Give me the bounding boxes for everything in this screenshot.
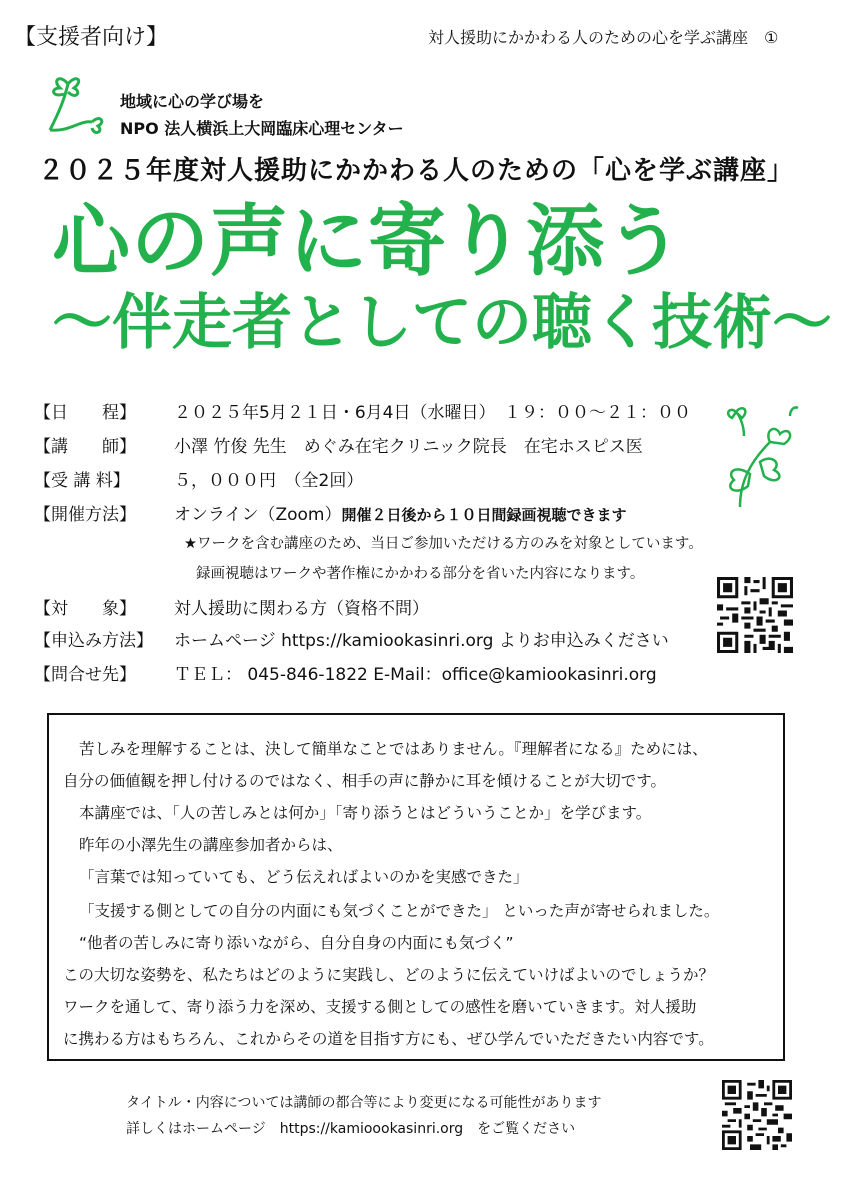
detail-fee — [34, 466, 363, 491]
contact-info[interactable]: ＴＥＬ： 045-846-1822 E-Mail：office@kamiookasinri.org — [174, 665, 657, 685]
main-subtitle: ～伴走者としての聴く技術～ — [52, 288, 832, 358]
detail-label: 【問合せ先】 — [34, 665, 136, 685]
main-title: 心の声に寄り添う — [52, 197, 685, 287]
detail-value-bold: 開催２日後から１０日間録画視聴できます — [341, 506, 627, 524]
body-line: 「言葉では知っていても、どう伝えればよいのかを実感できた」 — [79, 868, 529, 886]
body-line: この大切な姿勢を、私たちはどのように実践し、どのように伝えていけばよいのでしょうか？ — [63, 966, 715, 984]
sprout-icon — [700, 402, 810, 512]
organization-name: NPO 法人横浜上大岡臨床心理センター — [120, 119, 404, 138]
body-line: 昨年の小澤先生の講座参加者からは、 — [79, 836, 343, 854]
detail-label: 【日 程】 — [34, 403, 136, 423]
series-label: 対人援助にかかわる人のための心を学ぶ講座 ① — [428, 28, 779, 47]
detail-method — [34, 500, 627, 525]
organization-tagline: 地域に心の学び場を — [120, 92, 265, 111]
detail-lecturer — [34, 432, 643, 457]
detail-label: 【開催方法】 — [34, 505, 136, 525]
detail-value: ２０２５年5月２１日・6月4日（水曜日） １９：００～２１：００ — [174, 403, 691, 423]
homepage-link[interactable]: ホームページ https://kamiookasinri.org よりお申込みください — [174, 631, 669, 651]
footer-homepage-link[interactable]: 詳しくはホームページ https://kamioookasinri.org をご覧ください — [126, 1121, 576, 1137]
qr-code-icon[interactable] — [722, 1080, 792, 1150]
body-line: 本講座では、「人の苦しみとは何か」「寄り添うとはどういうことか」を学びます。 — [79, 804, 652, 822]
detail-label: 【申込み方法】 — [34, 631, 153, 651]
detail-value: 対人援助に関わる方（資格不問） — [174, 599, 429, 619]
detail-value: オンライン（Zoom） — [174, 505, 342, 525]
audience-tag: 【支援者向け】 — [14, 25, 169, 50]
clover-logo-icon — [30, 70, 110, 140]
detail-contact — [34, 660, 657, 685]
detail-label: 【講 師】 — [34, 437, 136, 457]
detail-date — [34, 398, 691, 423]
detail-label: 【受 講 料】 — [34, 471, 130, 491]
body-line: “他者の苦しみに寄り添いながら、自分自身の内面にも気づく” — [79, 934, 514, 952]
detail-value: 小澤 竹俊 先生 めぐみ在宅クリニック院長 在宅ホスピス医 — [174, 437, 643, 457]
description-box — [47, 713, 785, 1061]
body-line: ワークを通して、寄り添う力を深め、支援する側としての感性を磨いていきます。対人援助 — [63, 998, 697, 1016]
detail-target — [34, 594, 429, 619]
body-line: 苦しみを理解することは、決して簡単なことではありません。『理解者になる』ためには、 — [79, 740, 708, 758]
detail-value: ５，０００円 （全2回） — [174, 471, 364, 491]
note-line-2: 録画視聴はワークや著作権にかかわる部分を省いた内容になります。 — [196, 566, 645, 582]
body-line: 「支援する側としての自分の内面にも気づくことができた」 といった声が寄せられました。 — [79, 902, 720, 920]
detail-label: 【対 象】 — [34, 599, 136, 619]
course-subtitle: ２０２５年度対人援助にかかわる人のための「心を学ぶ講座」 — [38, 156, 795, 186]
note-line-1: ★ワークを含む講座のため、当日ご参加いただける方のみを対象としています。 — [184, 536, 703, 552]
qr-code-icon[interactable] — [717, 577, 793, 653]
detail-apply — [34, 626, 669, 651]
footer-notice: タイトル・内容については講師の都合等により変更になる可能性があります — [126, 1095, 602, 1111]
body-line: に携わる方はもちろん、これからその道を目指す方にも、ぜひ学んでいただきたい内容です。 — [63, 1030, 714, 1048]
body-line: 自分の価値観を押し付けるのではなく、相手の声に静かに耳を傾けることが大切です。 — [63, 772, 666, 790]
